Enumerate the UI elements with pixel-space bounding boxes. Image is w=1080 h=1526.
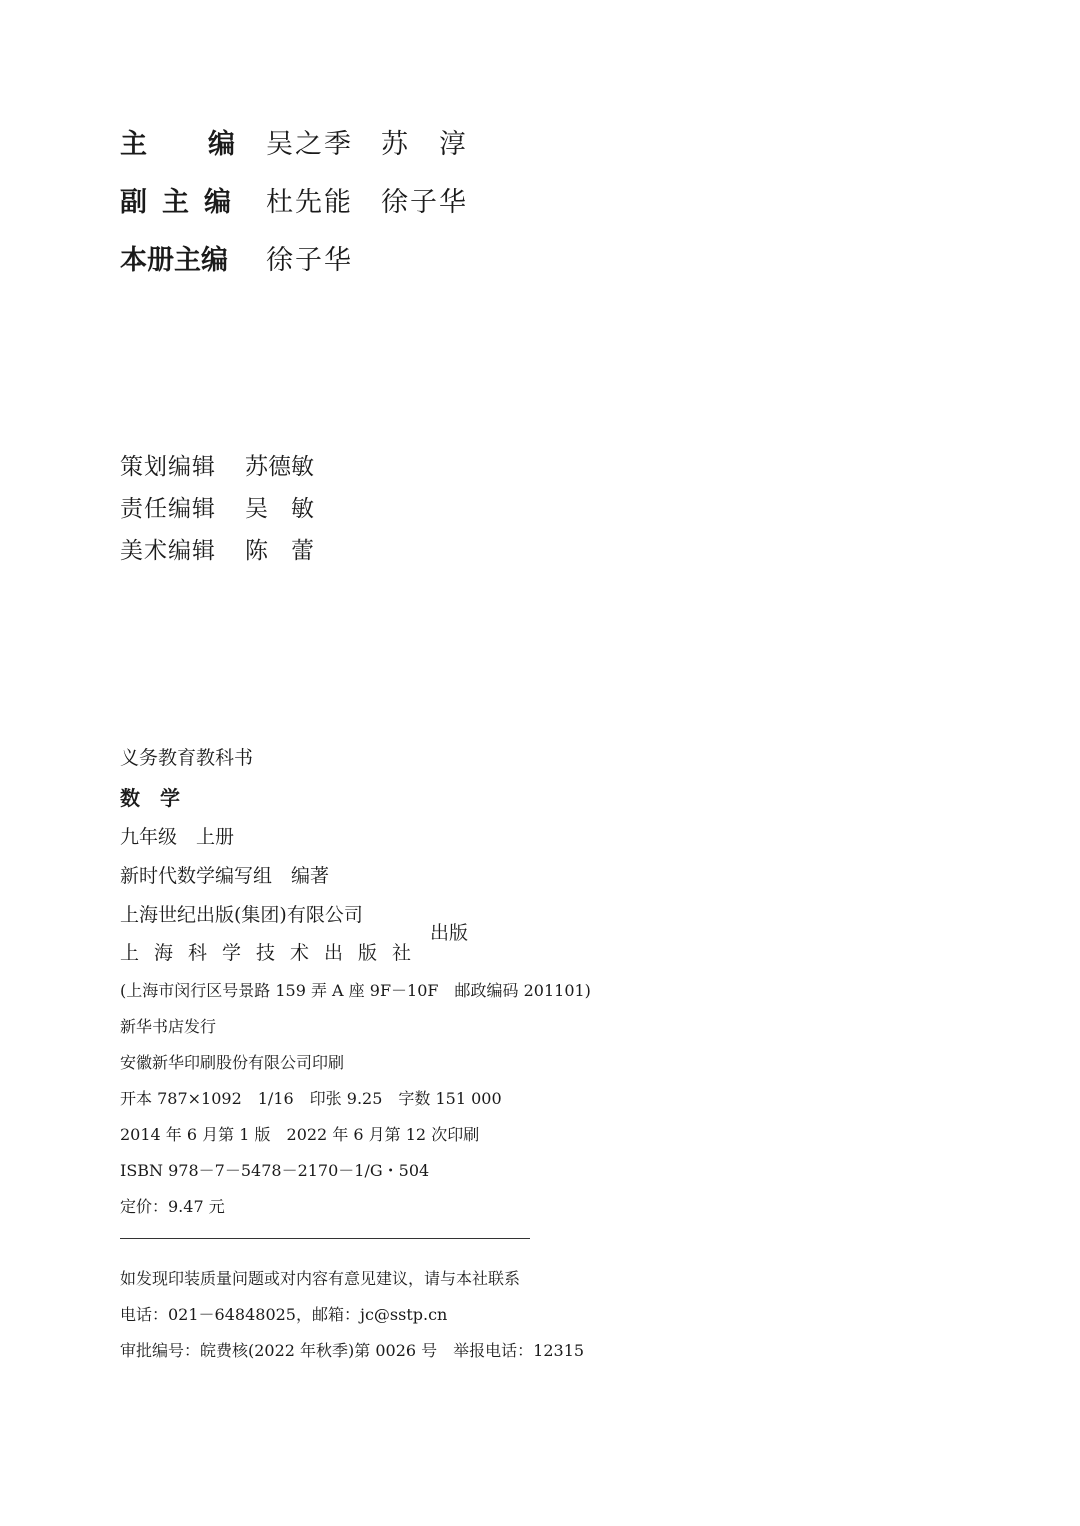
deputy-editor-name-2: 徐子华 [381,187,468,218]
volume-editor-names [266,238,353,277]
deputy-editor-role [120,180,231,219]
deputy-editor-role-char-3: 编 [204,187,231,218]
deputy-editor-role-char-1: 副 [120,187,147,218]
art-editor-role: 美术编辑 [120,538,216,564]
art-editor-name: 陈 蕾 [245,538,314,564]
divider-rule [120,1238,530,1239]
contact-line: 电话：021－64848025，邮箱：jc@sstp.cn [120,1305,448,1324]
chief-editor-role-char-1: 主 [120,129,147,160]
publisher-line-2: 上海科学技术出版社 [120,942,427,964]
price-line: 定价：9.47 元 [120,1197,225,1216]
publisher-line-1: 上海世纪出版(集团)有限公司 [120,904,363,926]
grade-volume: 九年级 上册 [120,826,235,848]
responsible-editor-name: 吴 敏 [245,496,314,522]
deputy-editor-name-1: 杜先能 [266,187,353,218]
responsible-editor-role: 责任编辑 [120,496,216,522]
isbn-line: ISBN 978－7－5478－2170－1/G・504 [120,1161,430,1180]
printer-line: 安徽新华印刷股份有限公司印刷 [120,1053,345,1072]
chief-editor-names [266,122,468,161]
volume-editor-name-1: 徐子华 [266,245,353,276]
volume-editor-role: 本册主编 [120,245,228,276]
planning-editor-name: 苏德敏 [245,454,314,480]
deputy-editor-names [266,180,468,219]
publisher-address: (上海市闵行区号景路 159 弄 A 座 9F－10F 邮政编码 201101) [120,981,591,1000]
approval-line: 审批编号：皖费核(2022 年秋季)第 0026 号 举报电话：12315 [120,1341,585,1360]
author-line: 新时代数学编写组 编著 [120,865,330,887]
subject-title: 数 学 [120,786,180,810]
format-line: 开本 787×1092 1/16 印张 9.25 字数 151 000 [120,1089,502,1108]
chief-editor-name-2: 苏 淳 [381,129,468,160]
publish-label: 出版 [430,922,469,944]
chief-editor-role-char-2: 编 [208,129,235,160]
edition-line: 2014 年 6 月第 1 版 2022 年 6 月第 12 次印刷 [120,1125,480,1144]
chief-editor-name-1: 吴之季 [266,129,353,160]
deputy-editor-role-char-2: 主 [162,187,189,218]
planning-editor-role: 策划编辑 [120,454,216,480]
quality-notice: 如发现印装质量问题或对内容有意见建议，请与本社联系 [120,1269,521,1288]
chief-editor-role [120,122,235,161]
distributor-line: 新华书店发行 [120,1017,217,1036]
series-title: 义务教育教科书 [120,747,254,769]
